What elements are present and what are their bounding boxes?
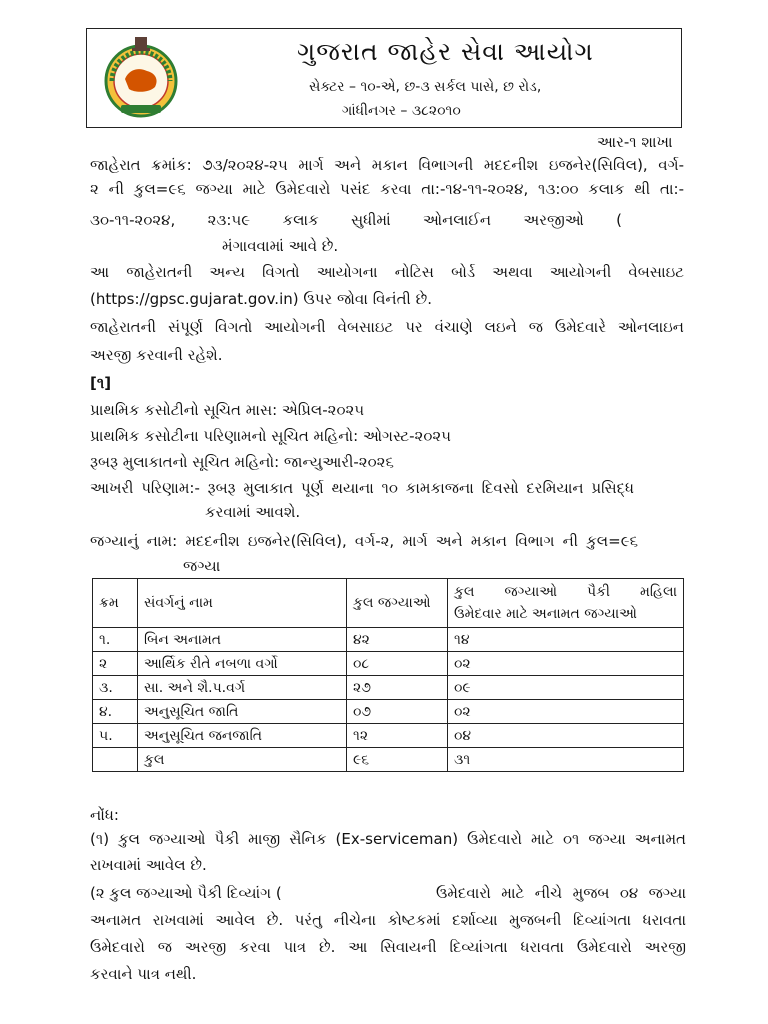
row-serial: ૪. <box>93 700 138 724</box>
prelim-month: પ્રાથમિક કસોટીનો સૂચિત માસ: એપ્રિલ-૨૦૨૫ <box>90 401 365 419</box>
row-category: બિન અનામત <box>138 628 347 652</box>
row-category: સા. અને શૈ.પ.વર્ગ <box>138 676 347 700</box>
address-line-2: ગાંધીનગર – ૩૮૨૦૧૦ <box>342 103 461 119</box>
header-category: સંવર્ગનું નામ <box>138 579 347 628</box>
gpsc-emblem-logo <box>99 35 183 119</box>
note2-line-4: કરવાને પાત્ર નથી. <box>90 965 197 983</box>
notes-heading: નોંધ: <box>90 806 119 824</box>
row-category: કુલ <box>138 748 347 772</box>
post-name-line-1: જગ્યાનું નામ: મદદનીશ ઇજનેર(સિવિલ), વર્ગ-૨, માર્ગ અને મકાન વિભાગ ની કુલ=૯૬ <box>90 532 638 550</box>
note2-line-1a: (૨ કુલ જગ્યાઓ પૈકી દિવ્યાંગ ( <box>90 884 282 902</box>
header-women-line-1: કુલ જગ્યાઓ પૈકી મહિલા <box>454 584 677 600</box>
letterhead <box>86 28 682 128</box>
row-women: ૦૨ <box>448 700 684 724</box>
notice-line-1: આ જાહેરાતની અન્ય વિગતો આયોગના નોટિસ બોર્ડ અથવા આયોગની વેબસાઇટ <box>90 263 684 281</box>
row-serial <box>93 748 138 772</box>
table-row <box>93 676 684 700</box>
note1-line-1: (૧) કુલ જગ્યાઓ પૈકી માજી સૈનિક (Ex-serviceman) ઉમેદવારો માટે ૦૧ જગ્યા અનામત <box>90 830 686 848</box>
final-result-line-2: કરવામાં આવશે. <box>205 503 301 521</box>
interview-month: રૂબરૂ મુલાકાતનો સૂચિત મહિનો: જાન્યુઆરી-૨૦૨૬ <box>90 453 394 471</box>
note1-line-2: રાખવામાં આવેલ છે. <box>90 856 207 874</box>
header-total: કુલ જગ્યાઓ <box>347 579 448 628</box>
table-row <box>93 724 684 748</box>
intro-line-4: મંગાવવામાં આવે છે. <box>222 237 339 255</box>
notice-line-4: અરજી કરવાની રહેશે. <box>90 346 223 364</box>
header-serial: ક્રમ <box>93 579 138 628</box>
row-total: ૧૨ <box>347 724 448 748</box>
row-total: ૪૨ <box>347 628 448 652</box>
row-total: ૨૭ <box>347 676 448 700</box>
row-women: ૦૯ <box>448 676 684 700</box>
row-category: અનુસૂચિત જનજાતિ <box>138 724 347 748</box>
address-line-1: સેક્ટર – ૧૦-એ, છ-૩ સર્કલ પાસે, છ રોડ, <box>309 79 542 95</box>
table-row <box>93 628 684 652</box>
row-women: ૦૨ <box>448 652 684 676</box>
branch-label: આર-૧ શાખા <box>597 133 673 151</box>
row-category: આર્થિક રીતે નબળા વર્ગો <box>138 652 347 676</box>
table-row <box>93 652 684 676</box>
row-serial: ૫. <box>93 724 138 748</box>
notice-line-2: (https://gpsc.gujarat.gov.in) ઉપર જોવા વિનંતી છે. <box>90 290 432 308</box>
table-header-row <box>93 579 684 628</box>
row-women: ૧૪ <box>448 628 684 652</box>
row-total: ૯૬ <box>347 748 448 772</box>
note2-line-2: અનામત રાખવામાં આવેલ છે. પરંતુ નીચેના કોષ્ટકમાં દર્શાવ્યા મુજબની દિવ્યાંગતા ધરાવતા <box>90 911 686 929</box>
header-women-reserved <box>448 579 684 628</box>
note2-line-1b: ઉમેદવારો માટે નીચે મુજબ ૦૪ જગ્યા <box>436 884 686 902</box>
row-category: અનુસૂચિત જાતિ <box>138 700 347 724</box>
header-women-line-2: ઉમેદવાર માટે અનામત જગ્યાઓ <box>454 606 637 622</box>
section-marker: [૧] <box>90 374 112 392</box>
row-serial: ૧. <box>93 628 138 652</box>
row-women: ૩૧ <box>448 748 684 772</box>
final-result-line-1: આખરી પરિણામ:- રૂબરૂ મુલાકાત પૂર્ણ થયાના ૧૦ કામકાજના દિવસો દરમિયાન પ્રસિદ્ધ <box>90 479 634 497</box>
intro-line-3: ૩૦-૧૧-૨૦૨૪, ૨૩:૫૯ કલાક સુધીમાં ઓનલાઈન અરજીઓ ( <box>90 211 622 229</box>
table-row <box>93 700 684 724</box>
vacancy-table <box>92 578 684 772</box>
post-name-line-2: જગ્યા <box>183 557 221 575</box>
notice-line-3: જાહેરાતની સંપૂર્ણ વિગતો આયોગની વેબસાઇટ પર વંચાણે લઇને જ ઉમેદવારે ઓનલાઇન <box>90 318 684 336</box>
row-total: ૦૭ <box>347 700 448 724</box>
row-serial: ૩. <box>93 676 138 700</box>
note2-line-3: ઉમેદવારો જ અરજી કરવા પાત્ર છે. આ સિવાયની દિવ્યાંગતા ધરાવતા ઉમેદવારો અરજી <box>90 938 686 956</box>
org-name: ગુજરાત જાહેર સેવા આયોગ <box>297 37 594 66</box>
row-serial: ૨ <box>93 652 138 676</box>
intro-line-2: ૨ ની કુલ=૯૬ જગ્યા માટે ઉમેદવારો પસંદ કરવા તા:-૧૪-૧૧-૨૦૨૪, ૧૩:૦૦ કલાક થી તા:- <box>90 180 684 198</box>
row-women: ૦૪ <box>448 724 684 748</box>
row-total: ૦૮ <box>347 652 448 676</box>
table-total-row <box>93 748 684 772</box>
prelim-result-month: પ્રાથમિક કસોટીના પરિણામનો સૂચિત મહિનો: ઓગસ્ટ-૨૦૨૫ <box>90 427 452 445</box>
intro-line-1: જાહેરાત ક્રમાંક: ૭૩/૨૦૨૪-૨૫ માર્ગ અને મકાન વિભાગની મદદનીશ ઇજનેર(સિવિલ), વર્ગ- <box>90 156 684 174</box>
